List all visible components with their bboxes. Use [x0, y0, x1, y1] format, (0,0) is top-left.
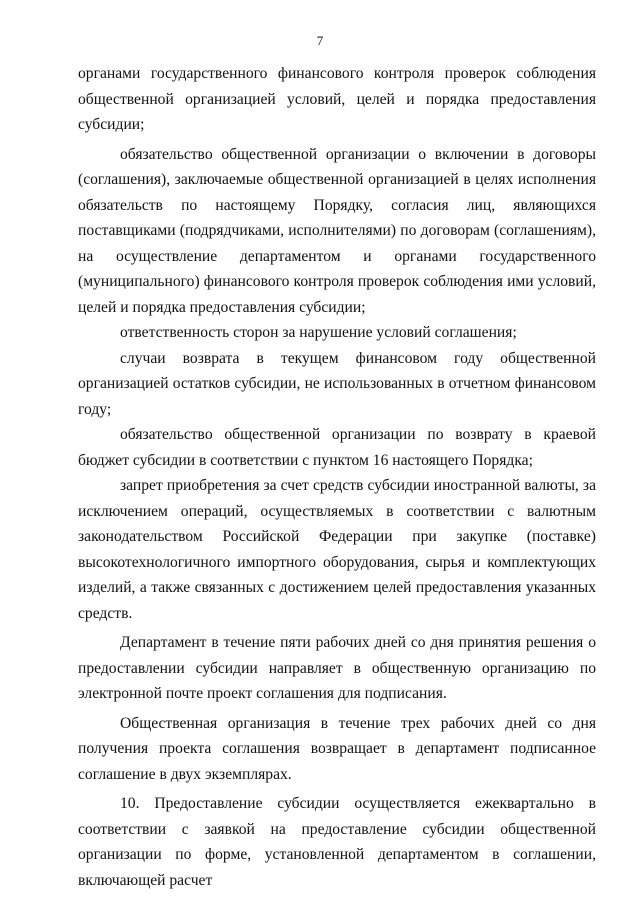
paragraph-refund-cases: случаи возврата в текущем финансовом году общественной организацией остатков субсидии, не использованных в отчетном финансовом году; [78, 349, 596, 418]
paragraph-responsibility: ответственность сторон за нарушение условий соглашения; [120, 324, 517, 341]
paragraph-currency-ban: запрет приобретения за счет средств субсидии иностранной валюты, за исключением операций, осуществляемых в соответствии с валютным законодательством Российской Федерации при закупке (поставке) высокотехнологичного импортного оборудования, сырья и комплектующих изделий, а также связанных с достижением целей предоставления указанных средств. [78, 477, 596, 622]
paragraph-item-10: 10. Предоставление субсидии осуществляется ежеквартально в соответствии с заявкой на предоставление субсидии общественной организации по форме, установленной департаментом в соглашении, включающей расчет [78, 795, 596, 889]
paragraph-refund-obligation: обязательство общественной организации по возврату в краевой бюджет субсидии в соответствии с пунктом 16 настоящего Порядка; [78, 426, 596, 469]
page-number: 7 [316, 33, 324, 48]
paragraph-continuation: органами государственного финансового контроля проверок соблюдения общественной организацией условий, целей и порядка предоставления субсидии; [78, 65, 596, 133]
paragraph-organization-returns: Общественная организация в течение трех рабочих дней со дня получения проекта соглашения возвращает в департамент подписанное соглашение в двух экземплярах. [78, 714, 596, 783]
document-body [78, 61, 596, 893]
paragraph-department-sends: Департамент в течение пяти рабочих дней со дня принятия решения о предоставлении субсидии направляет в общественную организацию по электронной почте проект соглашения для подписания. [78, 634, 596, 702]
paragraph-inspection-consent: обязательство общественной организации о включении в договоры (соглашения), заключаемые общественной организацией в целях исполнения обязательств по настоящему Порядку, согласия лиц, являющихся поставщиками (подрядчиками, исполнителями) по договорам (соглашениям), на осуществление департаментом и органами государственного (муниципального) финансового контроля проверок соблюдения ими условий, целей и порядка предоставления субсидии; [78, 145, 596, 316]
